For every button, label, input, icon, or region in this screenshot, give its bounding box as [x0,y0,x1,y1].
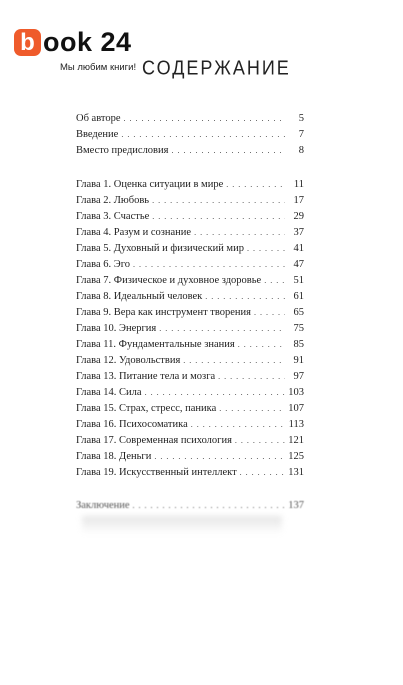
toc-entry-label: Глава 7. Физическое и духовное здоровье [76,275,262,286]
toc-entry-label: Глава 5. Духовный и физический мир [76,243,244,254]
toc-entry-label: Глава 14. Сила [76,387,142,398]
toc-row [76,193,304,209]
section-spacer [76,481,304,498]
toc-entry-label: Глава 19. Искусственный интеллект [76,467,237,478]
toc-entry-label: Глава 1. Оценка ситуации в мире [76,179,224,190]
toc-entry-label: Заключение [76,500,130,511]
toc-entry-page: 107 [288,403,304,414]
dot-leader [240,465,285,481]
logo-letter-badge: b [14,29,41,56]
dot-leader [145,385,285,401]
toc-row [76,305,304,321]
toc-row [76,465,304,481]
dot-leader [152,193,285,209]
toc-entry-page: 97 [293,371,304,382]
dot-leader [254,305,285,321]
front-matter-list [76,111,304,159]
toc-row [76,353,304,369]
toc-entry-label: Глава 11. Фундаментальные знания [76,339,235,350]
toc-entry-label: Глава 3. Счастье [76,211,150,222]
toc-entry-page: 37 [293,227,304,238]
chapter-list [76,177,304,481]
toc-row [76,143,304,159]
toc-row [76,127,304,143]
toc-row [76,401,304,417]
toc-entry-label: Об авторе [76,113,121,124]
toc-entry-label: Введение [76,129,119,140]
toc-entry-label: Глава 2. Любовь [76,195,150,206]
toc-entry-page: 51 [293,275,304,286]
page-title: СОДЕРЖАНИЕ [142,56,291,80]
toc-entry-page: 121 [288,435,304,446]
toc-entry-label: Глава 16. Психосоматика [76,419,188,430]
dot-leader [154,449,285,465]
toc-row [76,241,304,257]
dot-leader [238,337,285,353]
dot-leader [247,241,285,257]
toc-row [76,417,304,433]
toc-entry-page: 131 [288,467,304,478]
toc-entry-label: Глава 13. Питание тела и мозга [76,371,216,382]
toc-entry-page: 11 [293,179,304,190]
toc-entry-label: Глава 8. Идеальный человек [76,291,203,302]
toc-entry-page: 91 [293,355,304,366]
toc-entry-page: 29 [293,211,304,222]
toc-row [76,273,304,289]
dot-leader [218,369,285,385]
dot-leader [183,353,285,369]
toc-entry-page: 61 [293,291,304,302]
toc-entry-page: 75 [293,323,304,334]
dot-leader [124,111,285,127]
logo-tagline: Мы любим книги! [60,62,137,73]
dot-leader [226,177,285,193]
dot-leader [205,289,285,305]
toc-entry-label: Глава 4. Разум и сознание [76,227,192,238]
toc-row [76,321,304,337]
toc-row [76,369,304,385]
book24-logo[interactable] [14,27,132,58]
toc-row [76,337,304,353]
toc-row [76,257,304,273]
toc-entry-page: 125 [288,451,304,462]
toc-entry-page: 7 [298,129,304,140]
dot-leader [171,143,285,159]
toc-entry-page: 103 [288,387,304,398]
toc-row [76,111,304,127]
toc-entry-page: 65 [293,307,304,318]
toc-entry-label: Глава 10. Энергия [76,323,157,334]
toc-row [76,225,304,241]
toc-entry-label: Глава 6. Эго [76,259,131,270]
toc-entry-label: Глава 12. Удовольствия [76,355,181,366]
dot-leader [133,498,285,514]
toc-row [76,449,304,465]
toc-row [76,209,304,225]
dot-leader [159,321,285,337]
toc-entry-page: 5 [298,113,304,124]
dot-leader [133,257,285,273]
dot-leader [191,417,285,433]
dot-leader [219,401,285,417]
toc-entry-page: 17 [293,195,304,206]
dot-leader [235,433,285,449]
toc-row [76,433,304,449]
toc-entry-page: 85 [293,339,304,350]
table-of-contents [76,111,304,534]
toc-entry-label: Глава 9. Вера как инструмент творения [76,307,251,318]
toc-entry-page: 47 [293,259,304,270]
toc-entry-page: 8 [298,145,304,156]
dot-leader [152,209,285,225]
dot-leader [121,127,285,143]
toc-row [76,289,304,305]
dot-leader [194,225,285,241]
logo-wordmark: ook 24 [43,27,132,57]
toc-row [76,385,304,401]
toc-entry-page: 113 [288,419,304,430]
dot-leader [264,273,285,289]
toc-entry-page: 137 [288,500,304,511]
toc-entry-page: 41 [293,243,304,254]
toc-entry-label: Глава 15. Страх, стресс, паника [76,403,217,414]
section-spacer [76,159,304,177]
toc-entry-label: Глава 18. Деньги [76,451,152,462]
toc-entry-label: Вместо предисловия [76,145,169,156]
toc-row-conclusion [76,498,304,514]
toc-row [76,177,304,193]
fade-shadow [82,516,282,534]
toc-entry-label: Глава 17. Современная психология [76,435,232,446]
